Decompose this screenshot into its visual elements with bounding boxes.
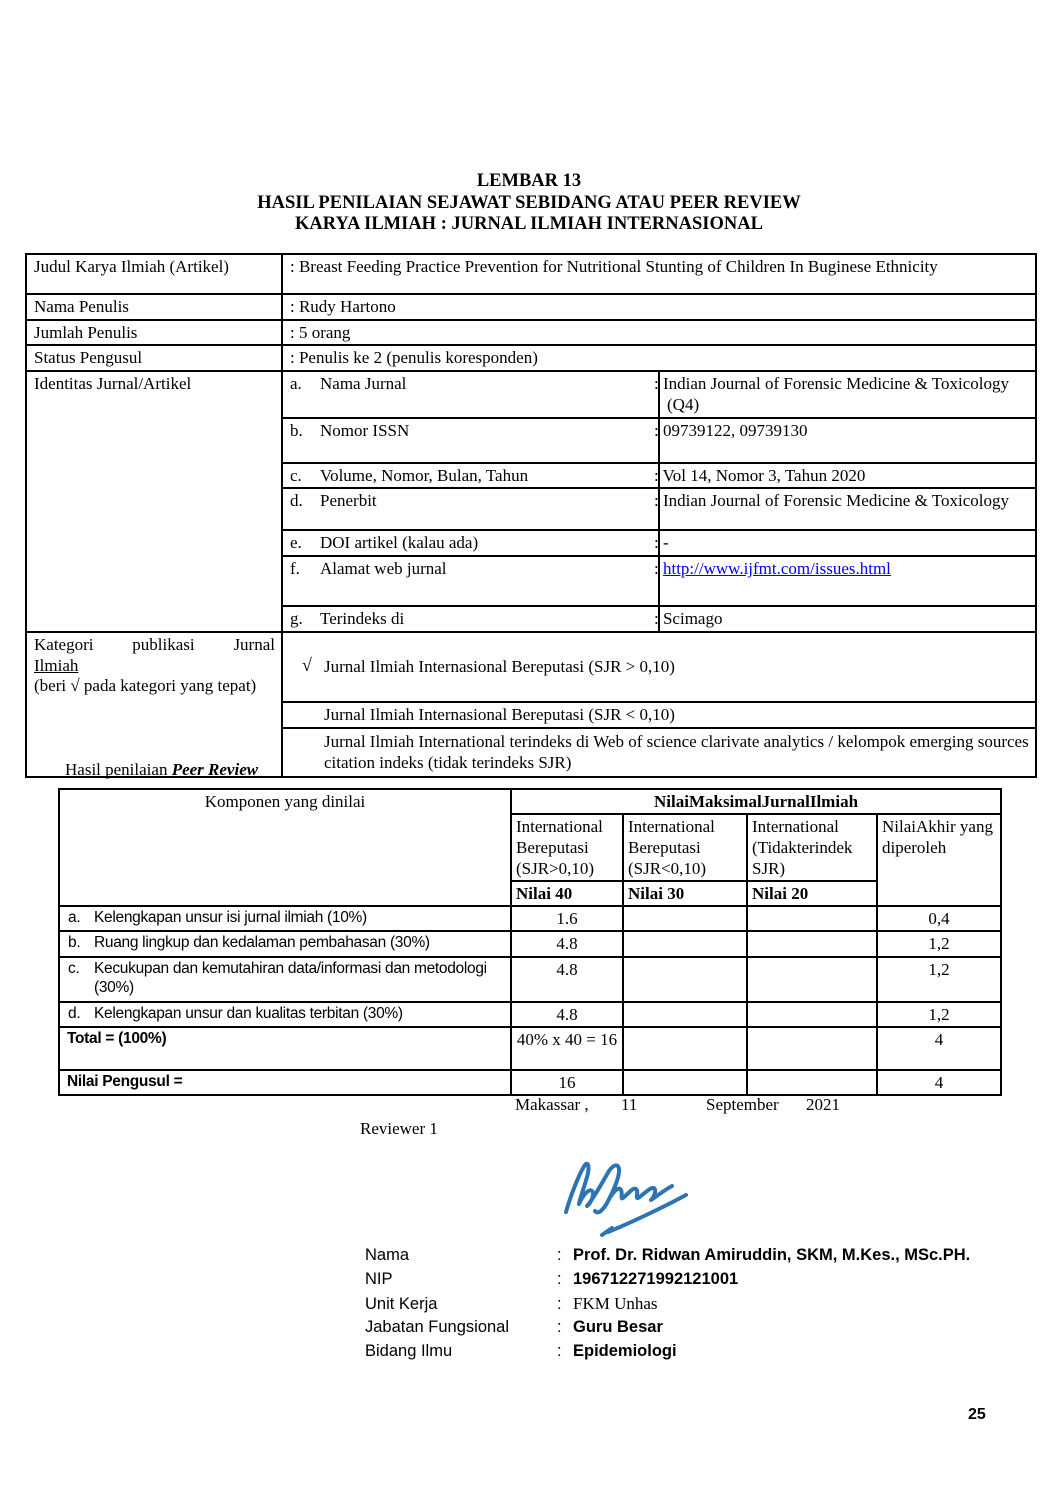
date-year: 2021 [806,1095,840,1114]
row-letter: b. [68,934,81,952]
score-cell: 4.8 [511,957,623,1002]
row-text: Kelengkapan unsur isi jurnal ilmiah (10%) [94,909,367,927]
subheader-nilai-20: Nilai 20 [747,881,877,906]
reviewer-label: Reviewer 1 [360,1119,438,1138]
detail-value: Guru Besar [573,1318,663,1336]
identitas-value-volume: : Vol 14, Nomor 3, Tahun 2020 [659,463,1036,489]
table-row [26,632,1036,702]
kategori-label-line1: Kategori publikasi Jurnal [34,634,275,654]
date-city: Makassar , [515,1095,589,1114]
item-name: Nomor ISSN [320,420,410,440]
table-row [26,254,1036,294]
detail-colon: : [557,1246,562,1264]
item-name: DOI artikel (kalau ada) [320,533,479,553]
item-letter: e. [290,533,302,553]
item-letter: f. [290,559,300,579]
table-row [26,294,1036,320]
item-letter: d. [290,491,303,511]
detail-row-nama [365,1246,970,1270]
journal-web-link[interactable]: http://www.ijfmt.com/issues.html [662,559,891,579]
detail-row-unit-kerja [365,1294,970,1318]
empty-cell [747,931,877,956]
checkmark-icon: √ [302,655,312,676]
identitas-value-issn: : 09739122, 09739130 [659,418,1036,463]
header-komponen: Komponen yang dinilai [59,789,511,906]
peer-review-caption [65,760,258,780]
identitas-value-penerbit: : Indian Journal of Forensic Medicine & Toxicology [659,488,1036,530]
caption-italic: Peer Review [171,760,259,779]
detail-value: FKM Unhas [573,1294,658,1313]
field-value-jumlah-penulis: : 5 orang [282,320,1036,346]
score-cell: 1,2 [877,957,1001,1002]
signature-stroke-flourish [602,1195,686,1235]
empty-cell [623,1070,747,1095]
identitas-item-issn [282,418,659,463]
empty-cell [623,906,747,931]
kategori-option-text: Jurnal Ilmiah Internasional Bereputasi (SJR > 0,10) [324,657,675,676]
field-label-identitas: Identitas Jurnal/Artikel [26,371,282,632]
score-cell: 0,4 [877,906,1001,931]
page-number: 25 [968,1406,986,1423]
detail-label: NIP [365,1270,393,1288]
detail-label: Unit Kerja [365,1295,438,1313]
pengusul-score-akhir: 4 [877,1070,1001,1095]
empty-cell [747,957,877,1002]
identitas-item-doi [282,530,659,556]
metadata-table [25,253,1037,778]
header-col-sjr-gt: International Bereputasi (SJR>0,10) [511,814,623,881]
signature-image [550,1142,720,1242]
total-score: 40% x 40 = 16 [511,1027,623,1070]
empty-cell [747,906,877,931]
row-letter: a. [68,909,81,927]
detail-value: Prof. Dr. Ridwan Amiruddin, SKM, M.Kes., MSc.PH. [573,1246,971,1264]
empty-cell [747,1027,877,1070]
date-day: 11 [621,1095,638,1114]
table-row [59,906,1001,931]
empty-cell [623,931,747,956]
kategori-option-text: Jurnal Ilmiah Internasional Bereputasi (SJR < 0,10) [324,704,675,724]
identitas-value-terindeks: : Scimago [659,606,1036,632]
detail-row-nip [365,1270,970,1294]
identitas-item-nama-jurnal [282,371,659,417]
item-name: Volume, Nomor, Bulan, Tahun [320,465,529,485]
header-line-2: HASIL PENILAIAN SEJAWAT SEBIDANG ATAU PEER REVIEW [257,192,801,213]
item-name: Alamat web jurnal [320,559,447,579]
identitas-value-web [654,556,1036,606]
detail-label: Bidang Ilmu [365,1342,453,1360]
field-value-judul: : Breast Feeding Practice Prevention for Nutritional Stunting of Children In Buginese Ethnicity [282,254,1036,294]
kategori-option-3 [282,728,1036,777]
total-score-akhir: 4 [877,1027,1001,1070]
field-value-status-pengusul: : Penulis ke 2 (penulis koresponden) [282,345,1036,371]
kategori-option-1 [282,632,1036,702]
table-row [59,931,1001,956]
pengusul-score: 16 [511,1070,623,1095]
date-month: September [706,1095,779,1114]
table-row [26,320,1036,346]
detail-colon: : [557,1342,562,1360]
field-label-judul: Judul Karya Ilmiah (Artikel) [26,254,282,294]
komponen-c [59,957,511,1002]
empty-cell [623,1002,747,1027]
detail-value: 196712271992121001 [573,1270,739,1288]
item-name: Terindeks di [320,609,405,629]
row-text: Kecukupan dan kemutahiran data/informasi dan metodologi (30%) [94,959,487,996]
item-letter: g. [290,609,303,629]
empty-cell [623,957,747,1002]
item-letter: c. [290,465,302,485]
table-row [59,1027,1001,1070]
table-row [26,345,1036,371]
item-name: Penerbit [320,491,377,511]
item-letter: a. [290,374,302,394]
signature-stroke-main [566,1164,672,1213]
table-row [59,1070,1001,1095]
empty-cell [747,1070,877,1095]
reviewer-details [365,1246,970,1366]
score-cell: 1,2 [877,1002,1001,1027]
row-text: Kelengkapan unsur dan kualitas terbitan (30%) [94,1004,403,1022]
header-line-1: LEMBAR 13 [476,171,582,191]
kategori-option-2 [282,702,1036,728]
detail-value: Epidemiologi [573,1342,677,1360]
field-label-kategori [26,632,282,777]
identitas-value-nama-jurnal: : Indian Journal of Forensic Medicine & Toxicology (Q4) [659,371,1036,417]
detail-colon: : [557,1270,562,1288]
komponen-d [59,1002,511,1027]
field-label-nama-penulis: Nama Penulis [26,294,282,320]
row-letter: c. [68,959,80,977]
value-prefix: : [654,559,663,579]
score-cell: 1.6 [511,906,623,931]
detail-row-jabatan [365,1318,970,1342]
field-label-jumlah-penulis: Jumlah Penulis [26,320,282,346]
table-row [59,1002,1001,1027]
row-letter: d. [68,1004,81,1022]
subheader-nilai-30: Nilai 30 [623,881,747,906]
item-name: Nama Jurnal [320,374,407,394]
detail-label: Jabatan Fungsional [365,1318,510,1336]
empty-cell [623,1027,747,1070]
item-letter: b. [290,420,303,440]
komponen-b [59,931,511,956]
score-cell: 4.8 [511,931,623,956]
detail-colon: : [557,1295,562,1313]
header-line-3: KARYA ILMIAH : JURNAL ILMIAH INTERNASIONAL [295,214,763,234]
nilai-pengusul-label: Nilai Pengusul = [59,1070,511,1095]
identitas-value-doi: : - [659,530,1036,556]
komponen-a [59,906,511,931]
kategori-label-line3: (beri √ pada kategori yang tepat) [34,676,257,696]
row-text: Ruang lingkup dan kedalaman pembahasan (30%) [94,934,430,952]
document-header [0,171,1058,236]
identitas-item-web [282,556,659,606]
empty-cell [747,1002,877,1027]
identitas-item-terindeks [282,606,659,632]
table-row [26,371,1036,417]
total-label: Total = (100%) [59,1027,511,1070]
header-col-sjr-lt: International Bereputasi (SJR<0,10) [623,814,747,881]
detail-label: Nama [365,1246,410,1264]
table-row [59,957,1001,1002]
field-label-status-pengusul: Status Pengusul [26,345,282,371]
kategori-option-text: Jurnal Ilmiah International terindeks di Web of science clarivate analytics / kelompok emerging sources citation indeks (tidak terindeks SJR) [324,731,1029,772]
detail-colon: : [557,1318,562,1336]
header-col-tidak-terindeks: International (Tidakterindek SJR) [747,814,877,881]
field-value-nama-penulis: : Rudy Hartono [282,294,1036,320]
caption-normal: Hasil penilaian [65,760,172,779]
score-cell: 4.8 [511,1002,623,1027]
table-row [59,789,1001,814]
kategori-label-line2: Ilmiah [34,655,79,675]
subheader-nilai-40: Nilai 40 [511,881,623,906]
header-nilai-maksimal: NilaiMaksimalJurnalIlmiah [511,789,1001,814]
score-cell: 1,2 [877,931,1001,956]
detail-row-bidang-ilmu [365,1342,970,1366]
header-col-nilai-akhir: NilaiAkhir yang diperoleh [877,814,1001,906]
identitas-item-volume [282,463,659,489]
peer-review-table [58,788,1002,1096]
identitas-item-penerbit [282,488,659,530]
